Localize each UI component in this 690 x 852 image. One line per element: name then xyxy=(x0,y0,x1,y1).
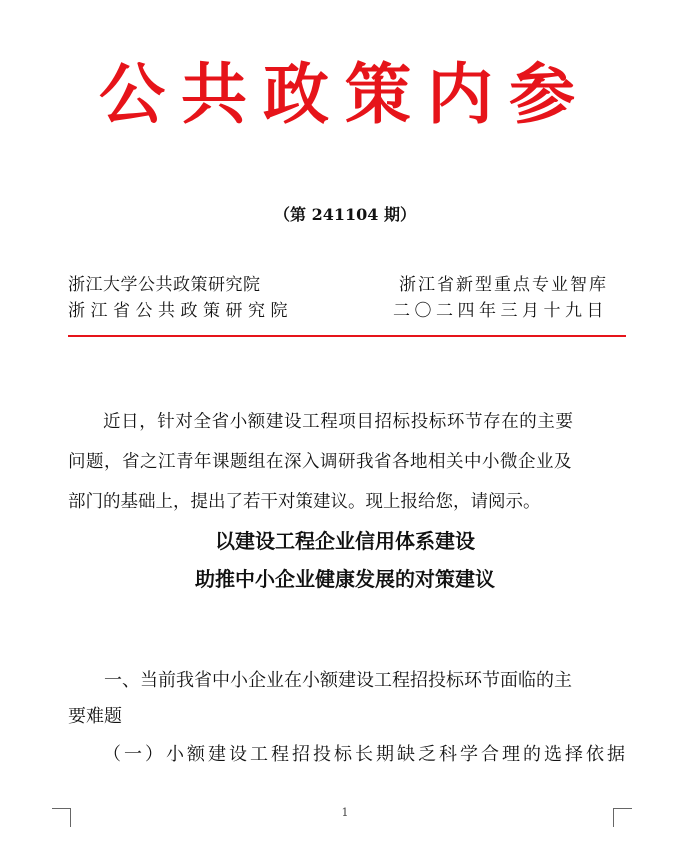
section-heading xyxy=(68,663,628,735)
intro-line: 部门的基础上，提出了若干对策建议。现上报给您，请阅示。 xyxy=(68,492,541,512)
section-heading-line: 一、当前我省中小企业在小额建设工程招投标环节面临的主 xyxy=(104,670,572,691)
intro-paragraph xyxy=(68,402,628,522)
publisher-left xyxy=(68,272,293,324)
publisher-line: 浙江省公共政策研究院 xyxy=(68,301,293,321)
publisher-line: 浙江省新型重点专业智库 xyxy=(399,275,608,295)
page-number: 1 xyxy=(341,806,349,819)
publish-date: 二〇二四年三月十九日 xyxy=(393,301,608,321)
report-title-line: 助推中小企业健康发展的对策建议 xyxy=(195,567,495,591)
intro-line: 近日，针对全省小额建设工程项目招标投标环节存在的主要 xyxy=(103,412,574,432)
intro-line: 问题，省之江青年课题组在深入调研我省各地相关中小微企业及 xyxy=(68,452,572,472)
publisher-right xyxy=(393,272,608,324)
publisher-line: 浙江大学公共政策研究院 xyxy=(68,275,261,295)
section-heading-line: 要难题 xyxy=(68,706,122,727)
red-divider xyxy=(68,335,626,337)
report-title-line: 以建设工程企业信用体系建设 xyxy=(215,529,475,553)
issue-number: （第 241104 期） xyxy=(274,205,416,224)
subsection-heading: （一）小额建设工程招投标长期缺乏科学合理的选择依据 xyxy=(103,744,628,765)
masthead-title: 公共政策内参 xyxy=(99,56,591,133)
